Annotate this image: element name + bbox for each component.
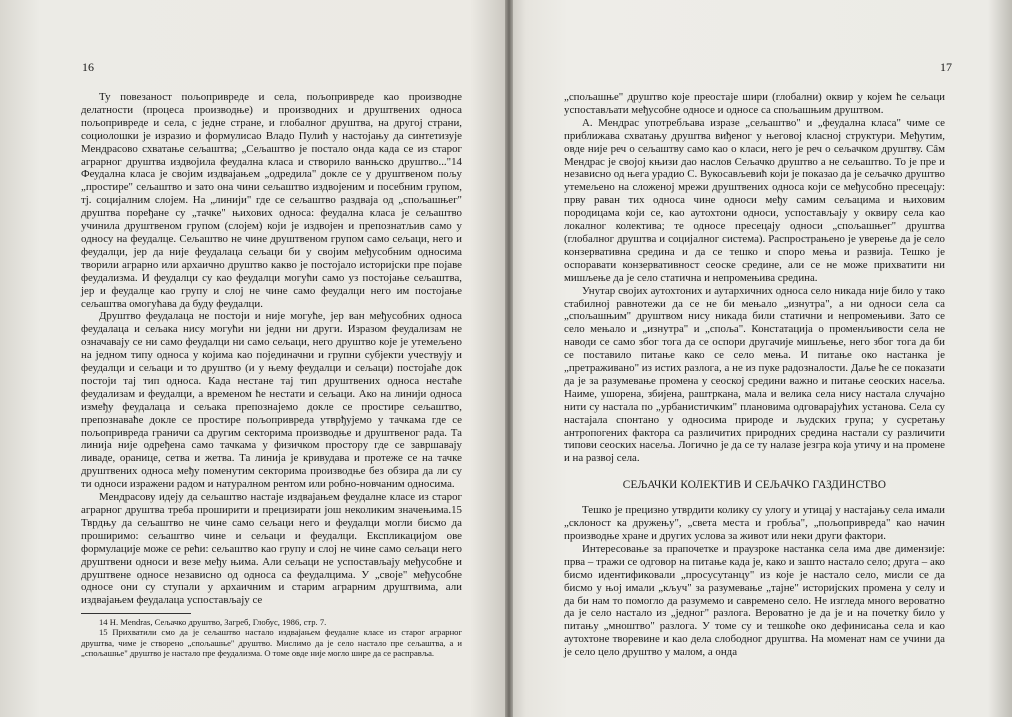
paragraph: Унутар својих аутохтоних и аутархичних односа село никада није било у тако стабилној равнотежи да се не би мењало „изнутра", а ни односи села са „спољашњим" друштвом нису никада били статични и непромењиви. Зато се село мењало и „изнутра" и „споља". Констатација о променљивости села не наводи се само због тога да се оспори другачије мишљење, него због тога да би се поставило питање како се село мења. И питање око настанка је „претраживано" из истих разлога, а не из пуке радозналости. Даље ће се показати да је за разумевање промена у сеоској средини важно и питање сеоских насеља. Наиме, ушорена, збијена, раштркана, мала и велика села нису настала случајно нити су настала по „урбанистичким" плановима одговарајућих установа. Села су настајала спонтано у односима природе и људских група; у сусретању антропогених фактора са различитих природних средина настали су различити типови сеоских насеља. Логично је да се ту налазе језгра која утичу и на промене и на развој села. bbox=[564, 284, 945, 465]
footnote-14: 14 Н. Mendras, Сељачко друштво, Загреб, Глобус, 1986, стр. 7. bbox=[99, 617, 327, 628]
paragraph: Тешко је прецизно утврдити колику су улогу и утицај у настајању села имали „склоност ка дружењу", „света места и гробља", „пољопривреда" као начин производње хране и других услова за живот или неки други фактори. bbox=[564, 504, 945, 542]
paragraph: „спољашње" друштво које преостаје шири (глобални) оквир у којем ће сељаци успостављати међусобне односе и односе са спољашњим друштвом. bbox=[564, 91, 945, 116]
paragraph: Мендрасову идеју да сељаштво настаје издвајањем феудалне класе из старог аграрног друштва треба проширити и прецизирати још неколиким значењима.15 Тврдњу да сељаштво не чине само сељаци него и феудалци могли бисмо да проширимо: сељаштво чине и сељаци и феудалци. Експликацијом ове формулације може се рећи: сељаштво као групу и слој не чине само сељаци него друштвени односи и везе међу њима. Али сељаци не успостављају међусобне и друштвене односе независно од односа са феудалцима. У „своје" међусобне односе они су ступали у архаичним и старим аграрним друштвима, али издвајањем феудалаца успостављају се bbox=[81, 491, 462, 607]
footnote-15: 15 Прихватили смо да је сељаштво настало издвајањем феудалне класе из старог аграрног друштва, чиме је створено „спољашње" друштво. Мислимо да је село настало пре сељаштва, а и „спољашње" друштво је настало пре феудализма. О томе овде није могло шире да се расправља. bbox=[81, 627, 462, 658]
page-number: 17 bbox=[940, 60, 952, 74]
paragraph: Ту повезаност пољопривреде и села, пољопривреде као производне делатности (процеса производње) и производних и друштвених односа пољопривреде и села, с једне стране, и глобалног друштва, на другој страни, социолошки је изразио и формулисао Владо Пулић у настојању да синтетизује Мендрасово схватање сељаштва; „Сељаштво је постало онда када се из старог аграрног друштва издвојила феудална класа и створило ванњско друштво..."14 Феудална класа је својим издвајањем „одредила" докле се у друштвеном пољу „простире" сељаштво и зато она чини сељаштво издвојеним и посебним групом, тј. социјалним слојем. На „линији" где се сељаштво раздваја од „спољашњег" друштва поређане су „тачке" њихових односа: феудална класа је сељаштво учинила друштвеном групом (слојем) који је издвојен и препознатљив само у односу на феудалце. Сељаштво не чине друштвеном групом само сељаци, него и феудалци, јер да није феудалаца сељаци би у својим међусобним односима творили аграрно или архаично друштво какво је постојало историјски пре појаве феудализма. И феудалци су као феудалци могући само уз постојање сељаштва, јер и феудалце као групу и слој не чине само феудалци него им постојање сељаштва омогућава да буду феудалци. bbox=[81, 91, 462, 310]
page-number: 16 bbox=[82, 60, 94, 74]
section-heading: СЕЉАЧКИ КОЛЕКТИВ И СЕЉАЧКО ГАЗДИНСТВО bbox=[622, 479, 887, 492]
paragraph: А. Мендрас употребљава изразе „сељаштво" и „феудална класа" чиме се приближава схватању друштва виђеног у његовој класној структури. Међутим, овде није реч о сељаштву само као о класи, него је реч о сељачком друштву. Сâм Мендрас је својој књизи дао наслов Сељачко друштво а не сељаштво. То је пре и независно од њега урадио С. Вукосављевић који је показао да је сељачко друштво утемељено на сложеној мрежи друштвених односа који се међусобно пресецају: прву раван тих односа чине односи међу самим сељацима и њиховим породицама који се, као аутохтони односи, успостављају у оквиру села као локалног колектива; те односе пресецају односи „спољашњег" друштва (глобалног друштва и социјалног система). Распрострањено је уверење да је село конзервативна средина и да се тешко и споро мења и развија. Тешко је оспоравати конзервативност сеоске средине, али се не може прихватити ни мишљење да је село статична и непромењива средина. bbox=[564, 116, 945, 284]
paragraph: Интересовање за прапочетке и праузроке настанка села има две димензије: прва – тражи се одговор на питање када је, како и зашто настало село; друга – ако бисмо идентификовали „просусутанцу" из које је настало село, мисли се да бисмо у њој имали „кључ" за разумевање „тајне" историјских промена у селу и да би нам то помогло да разумемо и савремено село. Не изгледа много вероватно да је село настало из „једног" разлога. Вероватно је да је и на почетку било у питању „мноштво" разлога. У томе су и тешкоће око дефинисања села и као аутохтоне творевине и као дела слободног друштва. На моменат нам се учини да је село цело друштво у малом, а онда bbox=[564, 542, 945, 659]
footnote-rule bbox=[81, 613, 191, 614]
paragraph: Друштво феудалаца не постоји и није могуће, јер ван међусобних односа феудалаца и сељака нису могући ни једни ни други. Изразом феудализам не означавају се ни само феудалци ни само сељаци, него друштво које је утемељено на једном типу односа у којима као појединачни и групни субјекти учествују и феудалци и сељаци и то друштво (и у њему феудалци и сељаци) постојаће док постоји тај тип односа. Када нестане тај тип друштвених односа нестаће феудализам и феудалци, а временом ће нестати и сељаци. Ако на линији односа између феудалаца и сељака препознајемо докле се простире сељаштво, препознаваће докле се простире пољопривреда утврђујемо у тачкама где се пољопривреда граничи са другим секторима производње и друштвеног рада. Та линија није одређена само тачкама у физичком простору где се завршавају ливаде, оранице, сетва и жетва. Та линија је кривудава и протеже се на тачке друштвених односа међу поменутим секторима производње без обзира да ли су ти односи изражени радом и натуралном рентом или робно-новчаним односима. bbox=[81, 310, 462, 491]
page-body bbox=[564, 91, 945, 659]
page-body bbox=[81, 91, 462, 658]
book-gutter bbox=[505, 0, 513, 717]
right-page bbox=[508, 0, 1012, 717]
